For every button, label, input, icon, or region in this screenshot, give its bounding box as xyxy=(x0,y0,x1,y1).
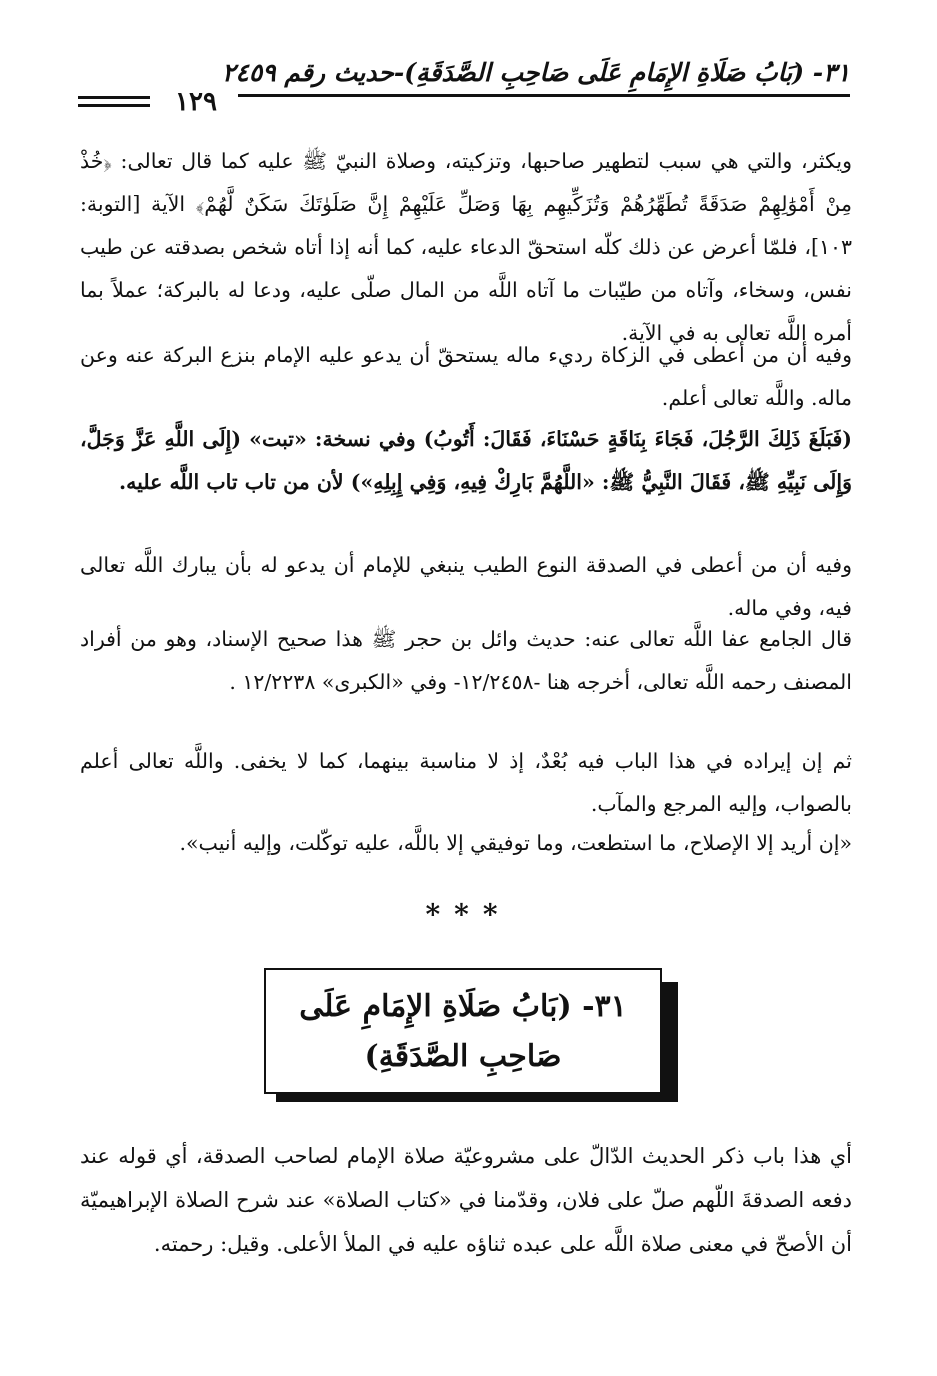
paragraph-6: ثم إن إيراده في هذا الباب فيه بُعْدٌ، إذ لا مناسبة بينهما، كما لا يخفى. واللَّه تعالى أعلم بالصواب، وإليه المرجع والمآب. xyxy=(80,749,852,816)
running-title: ٣١- (بَابُ صَلَاةِ الإِمَامِ عَلَى صَاحِبِ الصَّدَقَةِ)-حديث رقم ٢٤٥٩ xyxy=(221,58,850,87)
page-number: ١٢٩ xyxy=(175,87,217,117)
paragraph-7-closing-verse: «إن أريد إلا الإصلاح، ما استطعت، وما توفيقي إلا باللَّه، عليه توكّلت، وإليه أنيب». xyxy=(179,831,852,855)
paragraph-5-compiler-note: قال الجامع عفا اللَّه تعالى عنه: حديث وائل بن حجر ﷺ هذا صحيح الإسناد، وهو من أفراد المصنف رحمه اللَّه تعالى، أخرجه هنا -١٢/٢٤٥٨- وفي «الكبرى» ١٢/٢٢٣٨ . xyxy=(80,627,852,694)
page-number-rule-bottom xyxy=(78,104,150,107)
page-number-rule-top xyxy=(78,96,150,99)
page-header xyxy=(78,56,850,117)
section-separator-stars: *** xyxy=(425,898,512,931)
paragraph-1: ويكثر، والتي هي سبب لتطهير صاحبها، وتزكيته، وصلاة النبيّ ﷺ عليه كما قال تعالى: ﴿خُذْ مِنْ أَمْوَٰلِهِمْ صَدَقَةً تُطَهِّرُهُمْ وَتُزَكِّيهِم بِهَا وَصَلِّ عَلَيْهِمْ إِنَّ صَلَوٰتَكَ سَكَنٌ لَّهُمْ﴾ الآية [التوبة: ١٠٣]، فلمّا أعرض عن ذلك كلّه استحقّ الدعاء عليه، كما أنه إذا أتاه شخص بصدقته عن طيب نفس، وسخاء، وآتاه من طيّبات ما آتاه اللَّه من المال صلّى عليه، ودعا له بالبركة؛ عملاً بما أمره اللَّه تعالى به في الآية. xyxy=(80,149,852,345)
chapter-intro-paragraph: أي هذا باب ذكر الحديث الدّالّ على مشروعيّة صلاة الإمام لصاحب الصدقة، أي قوله عند دفعه الصدقةَ اللّهم صلّ على فلان، وقدّمنا في «كتاب الصلاة» عند شرح الصلاة الإبراهيميّة أن الأصحّ في معنى صلاة اللَّه على عبده ثناؤه عليه في الملأ الأعلى. وقيل: رحمته. xyxy=(80,1144,852,1256)
chapter-title-line-2: صَاحِبِ الصَّدَقَةِ) xyxy=(364,1039,562,1074)
chapter-title-box xyxy=(264,968,662,1094)
paragraph-4: وفيه أن من أعطى في الصدقة النوع الطيب ينبغي للإمام أن يدعو له بأن يبارك اللَّه تعالى فيه، وفي ماله. xyxy=(80,553,852,620)
chapter-title-line-1: ٣١- (بَابُ صَلَاةِ الإِمَامِ عَلَى xyxy=(299,989,627,1024)
header-rule xyxy=(238,94,850,97)
paragraph-2: وفيه أن من أعطى في الزكاة رديء ماله يستحقّ أن يدعو عليه الإمام بنزع البركة عنه وعن ماله. واللَّه تعالى أعلم. xyxy=(80,343,852,410)
paragraph-3-hadith-text: (فَبَلَغَ ذَلِكَ الرَّجُلَ، فَجَاءَ بِنَاقَةٍ حَسْنَاءَ، فَقَالَ: أَتُوبُ) وفي نسخة: «تبت» (إِلَى اللَّهِ عَزَّ وَجَلَّ، وَإِلَى نَبِيِّهِ ﷺ، فَقَالَ النَّبِيُّ ﷺ: «اللَّهُمَّ بَارِكْ فِيهِ، وَفِي إِبِلِهِ») لأن من تاب تاب اللَّه عليه. xyxy=(80,427,852,494)
